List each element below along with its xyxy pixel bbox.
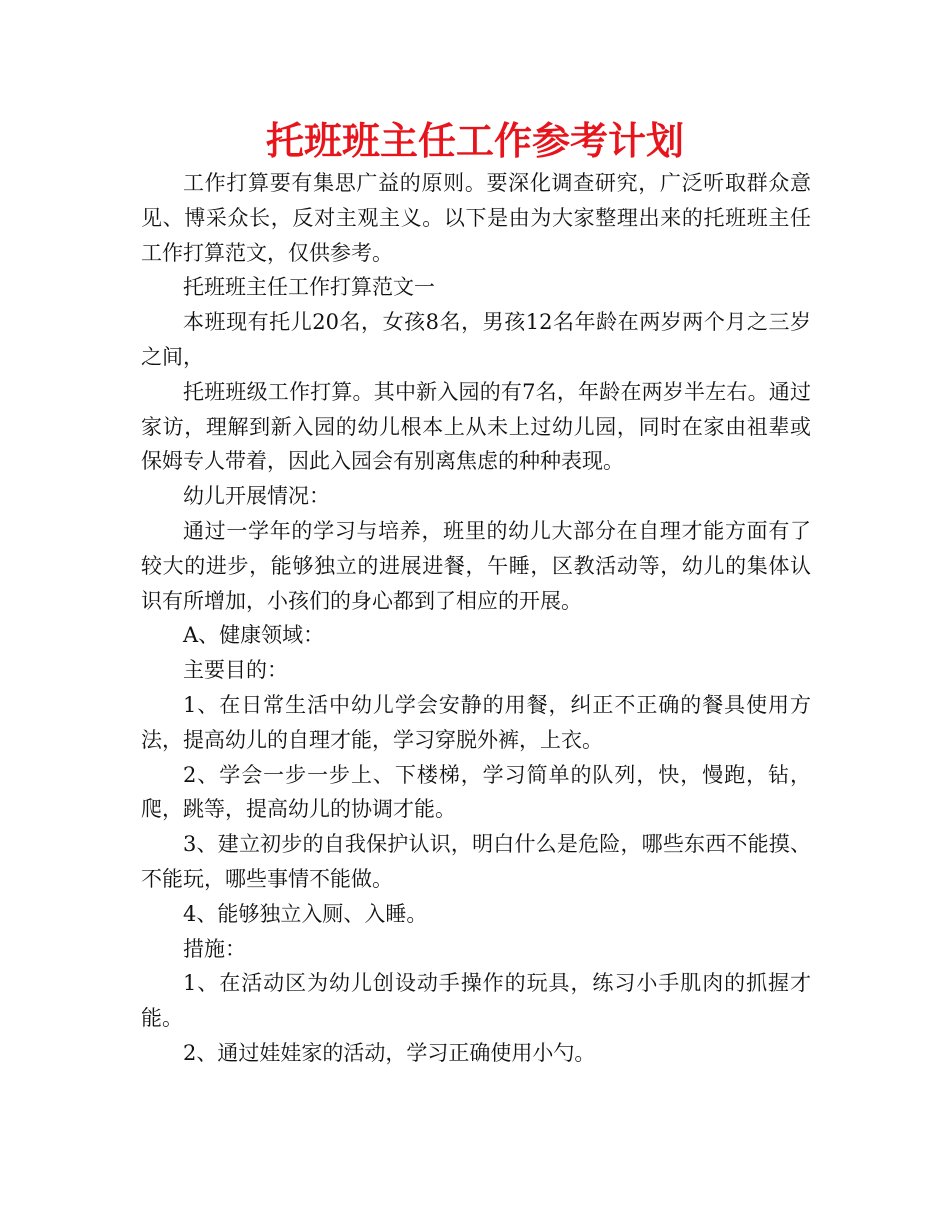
paragraph-sample-heading: 托班班主任工作打算范文一 — [183, 275, 435, 300]
paragraph-goal-2: 2、学会一步一步上、下楼梯，学习简单的队列，快，慢跑，钻，爬，跳等，提高幼儿的协调才能。 — [141, 762, 811, 822]
paragraph-measure-1: 1、在活动区为幼儿创设动手操作的玩具，练习小手肌肉的抓握才能。 — [141, 971, 811, 1031]
paragraph-measure-2: 2、通过娃娃家的活动，学习正确使用小勺。 — [183, 1040, 596, 1065]
paragraph-health-domain: A、健康领域： — [183, 623, 325, 648]
document-body — [141, 166, 811, 1071]
document-title: 托班班主任工作参考计划 — [265, 119, 684, 163]
paragraph-intro: 工作打算要有集思广益的原则。要深化调查研究，广泛听取群众意见、博采众长，反对主观主义。以下是由为大家整理出来的托班班主任工作打算范文，仅供参考。 — [141, 171, 811, 265]
paragraph-new-students: 托班班级工作打算。其中新入园的有7名，年龄在两岁半左右。通过家访，理解到新入园的幼儿根本上从未上过幼儿园，同时在家由祖辈或保姆专人带着，因此入园会有别离焦虑的种种表现。 — [141, 379, 811, 474]
paragraph-goal-4: 4、能够独立入厕、入睡。 — [183, 901, 428, 926]
paragraph-main-goals: 主要目的： — [183, 658, 288, 683]
paragraph-goal-1: 1、在日常生活中幼儿学会安静的用餐，纠正不正确的餐具使用方法，提高幼儿的自理才能，学习穿脱外裤，上衣。 — [141, 692, 811, 752]
paragraph-class-size: 本班现有托儿20名，女孩8名，男孩12名年龄在两岁两个月之三岁之间， — [141, 310, 811, 369]
paragraph-measures: 措施： — [183, 936, 246, 961]
paragraph-development: 通过一学年的学习与培养，班里的幼儿大部分在自理才能方面有了较大的进步，能够独立的进展进餐，午睡，区教活动等，幼儿的集体认识有所增加，小孩们的身心都到了相应的开展。 — [141, 518, 811, 613]
paragraph-goal-3: 3、建立初步的自我保护认识，明白什么是危险，哪些东西不能摸、不能玩，哪些事情不能做。 — [141, 832, 811, 891]
paragraph-development-heading: 幼儿开展情况： — [183, 484, 330, 509]
